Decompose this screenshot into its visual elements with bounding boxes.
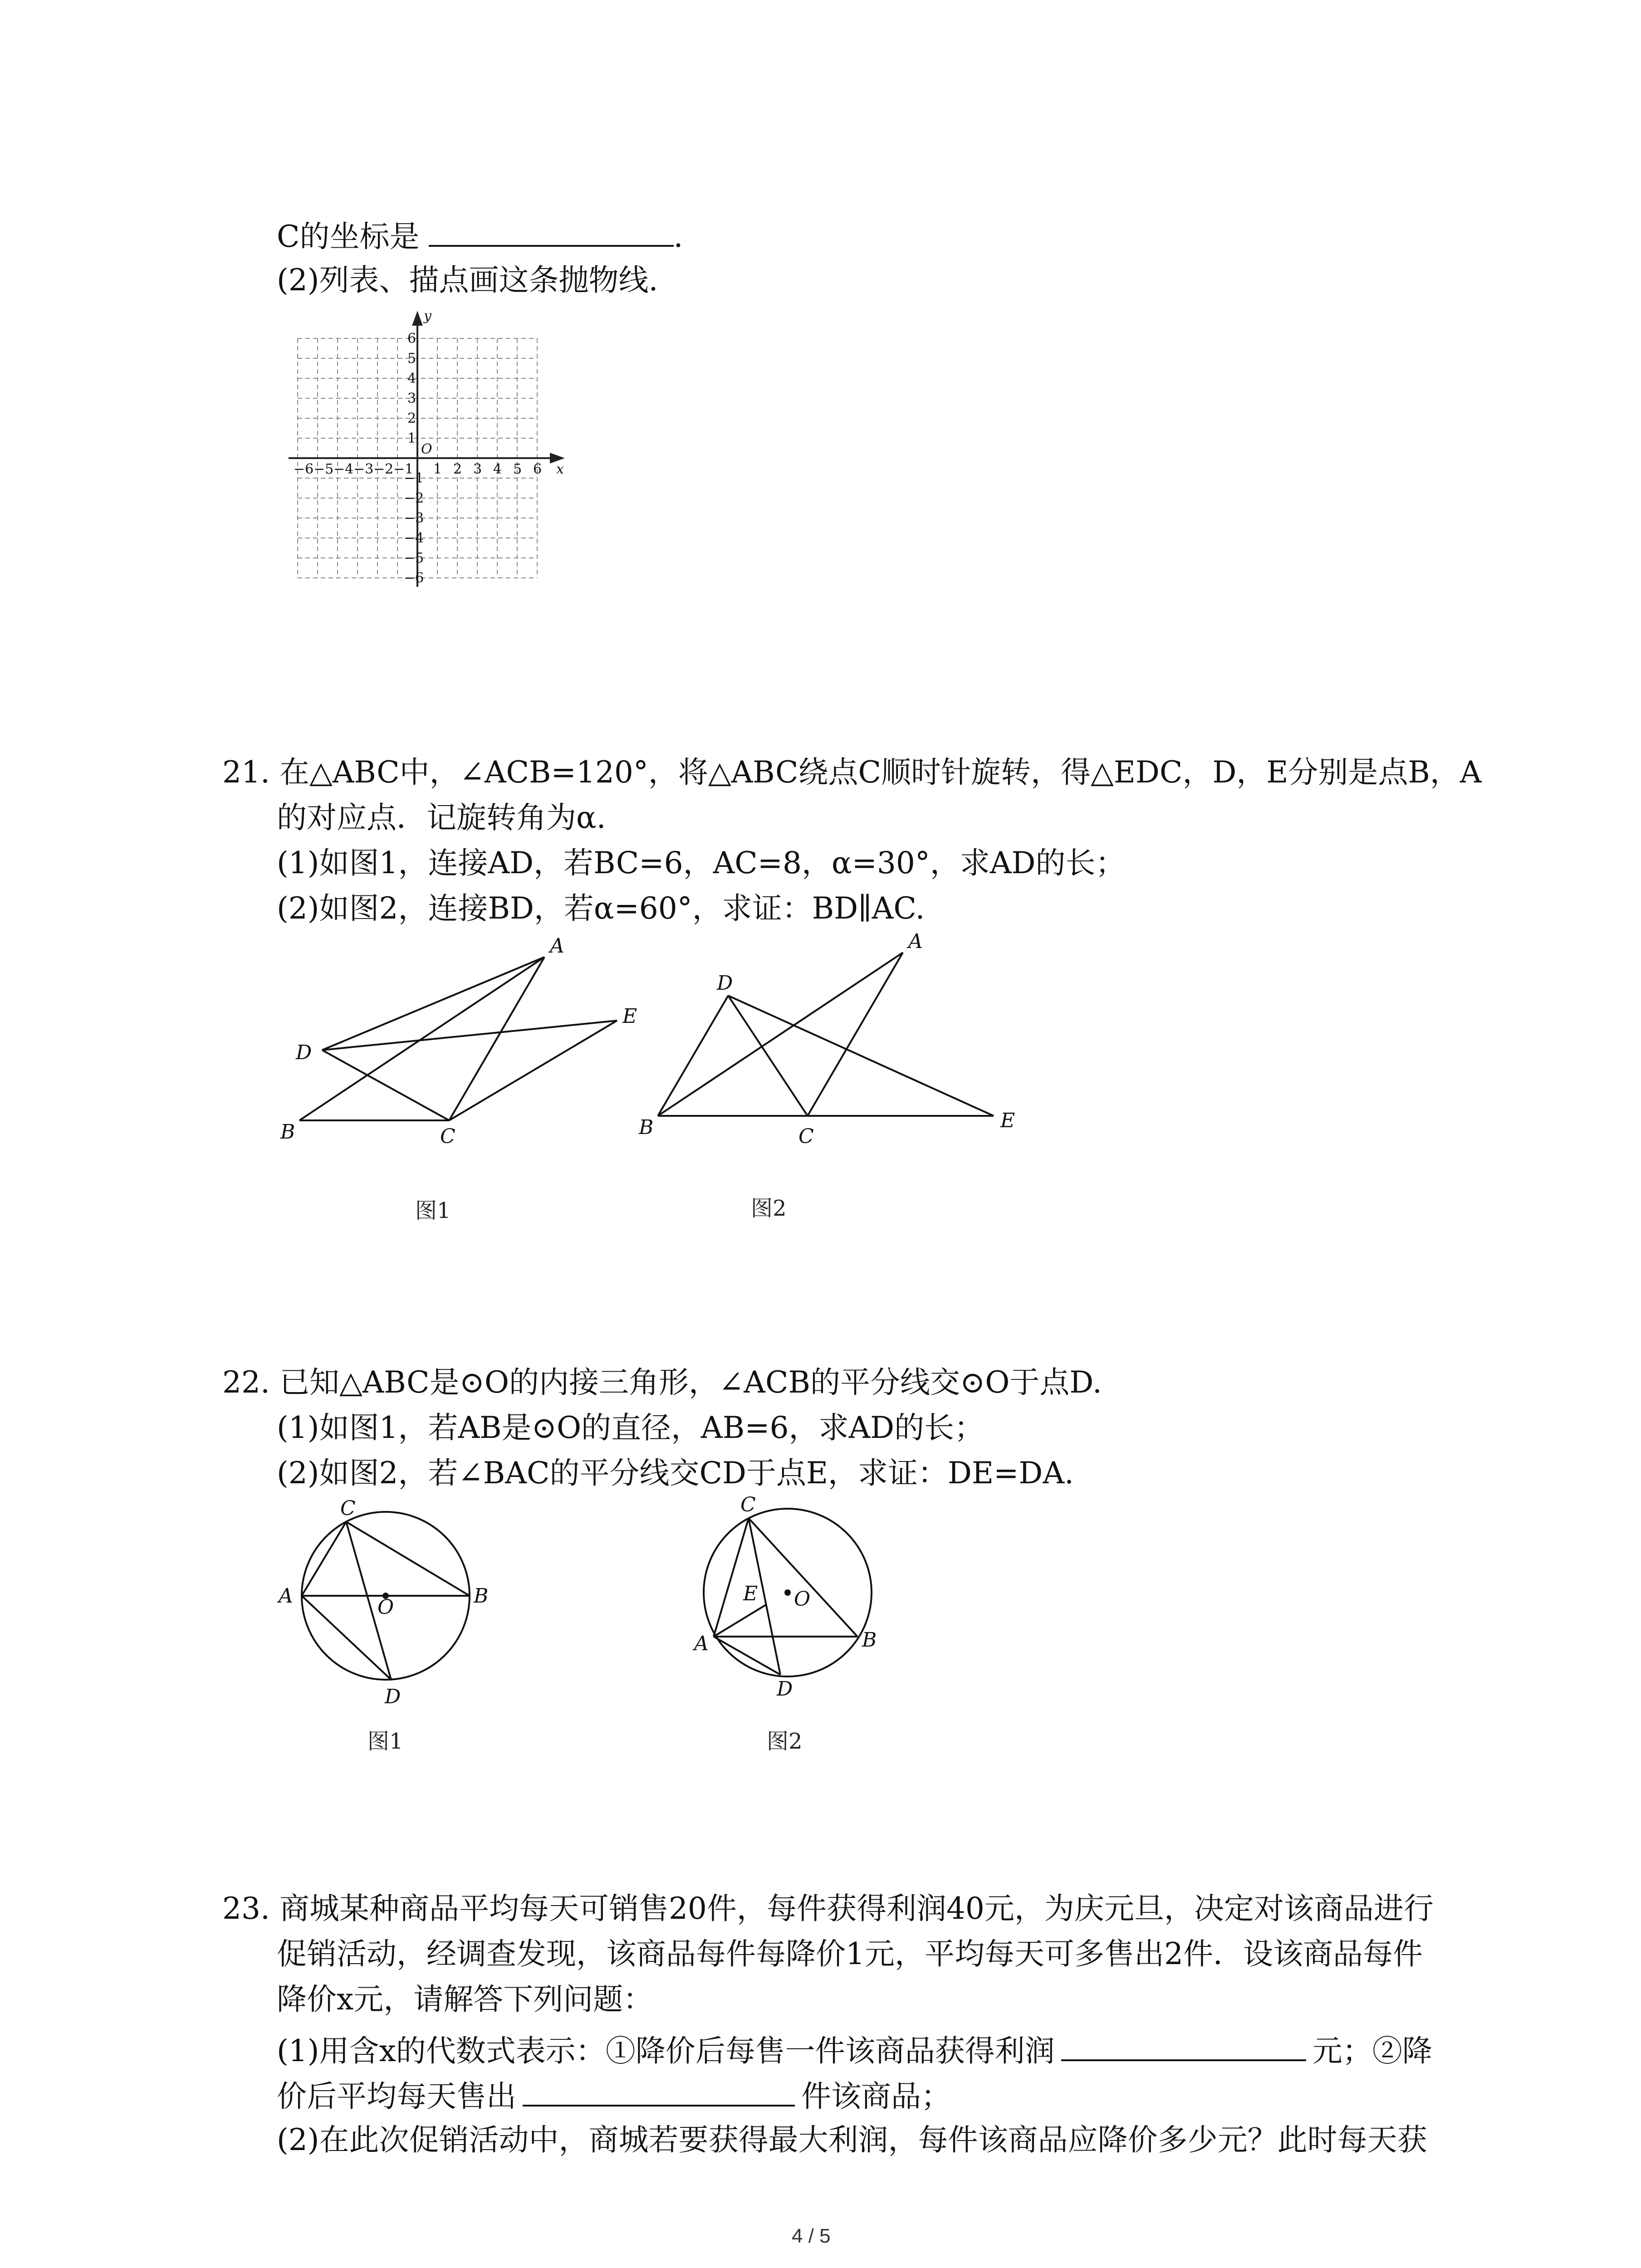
x-tick-label: 6 [533, 461, 542, 477]
q23-line4-post: 元；②降 [1312, 2033, 1432, 2068]
label-b: B [639, 1116, 654, 1139]
y-tick-label: 1 [407, 430, 416, 446]
x-tick-label: 5 [513, 461, 522, 477]
y-tick-label: −6 [404, 570, 424, 586]
label-o: O [794, 1588, 811, 1611]
origin-label: O [421, 441, 432, 457]
q22-figure-1 [272, 1492, 508, 1710]
segment-bd [658, 996, 728, 1116]
y-tick-label: −3 [404, 510, 424, 526]
label-a: A [550, 934, 564, 958]
page-number: 4 / 5 [792, 2225, 831, 2247]
q20-line2: (2)列表、描点画这条抛物线. [277, 263, 658, 298]
x-tick-label: −1 [393, 461, 414, 477]
q23-profit-blank [1061, 2028, 1306, 2061]
q21-figure-2 [631, 925, 1030, 1161]
q23-line5-pre: 价后平均每天售出 [277, 2079, 516, 2114]
label-c: C [440, 1125, 456, 1148]
q20-coordinate-grid [281, 308, 572, 599]
label-d: D [385, 1685, 401, 1708]
label-b: B [280, 1120, 295, 1144]
y-tick-label: −4 [404, 530, 424, 546]
segment-dc [322, 1050, 449, 1120]
label-c: C [740, 1493, 756, 1516]
label-d: D [777, 1677, 793, 1701]
q21-line4: (2)如图2，连接BD，若α=60°，求证：BD∥AC. [277, 891, 925, 926]
x-tick-label: 3 [473, 461, 482, 477]
q23-line5 [277, 2073, 951, 2118]
y-tick-label: −5 [404, 550, 424, 566]
y-axis-arrow [413, 313, 421, 325]
q22-figure-1-caption: 图1 [367, 1729, 403, 1754]
label-e: E [743, 1582, 758, 1605]
label-o: O [377, 1596, 394, 1619]
q21-line2: 的对应点．记旋转角为α. [277, 800, 606, 835]
q21-line3: (1)如图1，连接AD，若BC=6，AC=8，α=30°，求AD的长； [277, 846, 1126, 880]
q20-line1-pre: C的坐标是 [277, 219, 420, 254]
segment-de [322, 1021, 617, 1050]
x-tick-label: −5 [314, 461, 334, 477]
x-tick-label: −3 [353, 461, 374, 477]
x-tick-label: 1 [433, 461, 442, 477]
q22-line1: 22. 已知△ABC是⊙O的内接三角形，∠ACB的平分线交⊙O于点D. [222, 1365, 1102, 1400]
q22-line3: (2)如图2，若∠BAC的平分线交CD于点E，求证：DE=DA. [277, 1456, 1074, 1491]
q23-line2: 促销活动，经调查发现，该商品每件每降价1元，平均每天可多售出2件．设该商品每件 [277, 1936, 1423, 1971]
segment-ac [808, 953, 903, 1116]
q22-figure-2 [685, 1492, 903, 1710]
x-tick-label: −6 [294, 461, 314, 477]
q23-line5-post: 件该商品； [801, 2079, 951, 2114]
label-c: C [340, 1497, 356, 1520]
label-d: D [717, 972, 733, 995]
label-b: B [862, 1628, 877, 1652]
q22-line2: (1)如图1，若AB是⊙O的直径，AB=6，求AD的长； [277, 1410, 985, 1445]
q20-line1-post: . [673, 219, 683, 254]
x-tick-label: 2 [453, 461, 462, 477]
label-d: D [296, 1041, 312, 1064]
label-a: A [279, 1584, 293, 1608]
segment-da [322, 957, 544, 1050]
y-axis-label: y [424, 308, 431, 324]
segment-ac [302, 1522, 346, 1596]
segment-ba [658, 953, 903, 1116]
q23-line3: 降价x元，请解答下列问题： [277, 1982, 653, 2017]
q23-quantity-blank [523, 2073, 795, 2107]
q22-figure-2-caption: 图2 [767, 1729, 803, 1754]
segment-cb [749, 1518, 857, 1637]
segment-ad [714, 1637, 780, 1675]
q23-line6: (2)在此次促销活动中，商城若要获得最大利润，每件该商品应降价多少元？此时每天获 [277, 2122, 1427, 2157]
x-axis-label: x [556, 461, 564, 477]
q23-line4-pre: (1)用含x的代数式表示：①降价后每售一件该商品获得利润 [277, 2033, 1055, 2068]
x-tick-label: 4 [493, 461, 502, 477]
q21-figure-1 [272, 930, 644, 1166]
q20-line1 [277, 213, 683, 259]
label-a: A [694, 1632, 709, 1655]
q21-figure-2-caption: 图2 [751, 1196, 787, 1221]
y-tick-label: 2 [407, 411, 416, 426]
segment-ac [449, 957, 544, 1120]
label-c: C [798, 1125, 814, 1148]
q21-line1: 21. 在△ABC中，∠ACB=120°，将△ABC绕点C顺时针旋转，得△EDC，D，E分别是点B，A [222, 755, 1482, 790]
q23-line1: 23. 商城某种商品平均每天可销售20件，每件获得利润40元，为庆元旦，决定对该商品进行 [222, 1891, 1434, 1926]
label-e: E [1000, 1109, 1015, 1132]
y-tick-label: 4 [407, 371, 416, 386]
y-tick-label: −1 [404, 470, 424, 486]
x-tick-label: −2 [373, 461, 394, 477]
label-b: B [474, 1584, 489, 1608]
label-a: A [908, 930, 923, 953]
y-tick-label: 5 [407, 351, 416, 367]
y-tick-label: 6 [407, 331, 416, 347]
q23-line4 [277, 2028, 1432, 2073]
label-e: E [622, 1005, 637, 1028]
y-tick-label: −2 [404, 490, 424, 506]
x-tick-label: −4 [333, 461, 354, 477]
q20-answer-blank [429, 213, 674, 247]
q21-figure-1-caption: 图1 [415, 1198, 451, 1223]
segment-ba [299, 957, 544, 1120]
y-tick-label: 3 [407, 391, 416, 406]
